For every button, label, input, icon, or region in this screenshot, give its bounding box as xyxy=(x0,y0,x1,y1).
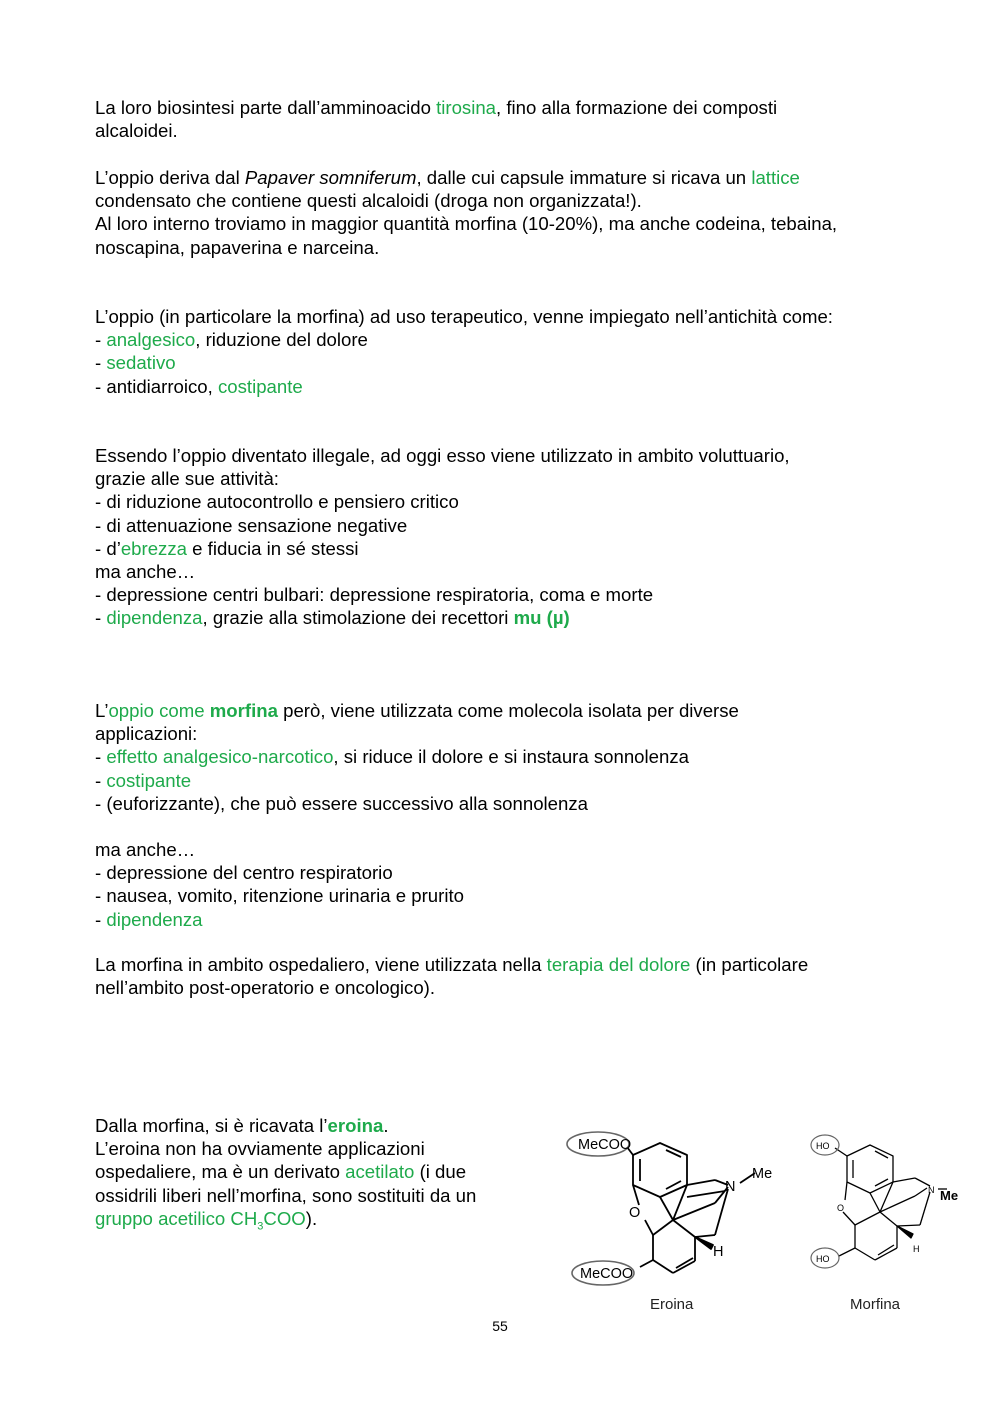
morfina-structure xyxy=(805,1130,965,1295)
term-effetto-analgesico: effetto analgesico-narcotico xyxy=(106,746,334,768)
eroina-me-label: Me xyxy=(752,1166,773,1182)
term-acetilato: acetilato xyxy=(345,1161,415,1183)
eroina-group-top: MeCOO xyxy=(578,1137,632,1153)
paragraph-uso-terapeutico: L’oppio (in particolare la morfina) ad uso terapeutico, venne impiegato nell’antichità come: - analgesico, riduzione del dolore - sedativo - antidiarroico, costipante xyxy=(95,306,833,397)
paragraph-uso-voluttuario: Essendo l’oppio diventato illegale, ad oggi esso viene utilizzato in ambito voluttuario, grazie alle sue attività: - di riduzione autocontrollo e pensiero critico - di attenuazione sensazione negative - d’ebrezza e fiducia in sé stessi ma anche… - depressione centri bulbari: depressione respiratoria, coma e morte - dipendenza, grazie alla stimolazione dei recettori mu (µ) xyxy=(95,445,790,629)
paragraph-biosintesi: La loro biosintesi parte dall’amminoacido tirosina, fino alla formazione dei composti alcaloidei. xyxy=(95,97,778,142)
eroina-structure xyxy=(565,1125,790,1295)
term-sedativo: sedativo xyxy=(106,352,176,374)
morfina-o-label: O xyxy=(837,1203,845,1213)
term-ebrezza: ebrezza xyxy=(120,537,187,559)
paragraph-ambito-ospedaliero: La morfina in ambito ospedaliero, viene utilizzata nella terapia del dolore (in particolare nell’ambito post-operatorio e oncologico). xyxy=(95,954,809,999)
term-terapia-dolore: terapia del dolore xyxy=(546,954,691,975)
morfina-caption: Morfina xyxy=(850,1296,901,1313)
term-dipendenza: dipendenza xyxy=(106,607,203,629)
paragraph-oppio-origine: L’oppio deriva dal Papaver somniferum, dalle cui capsule immature si ricava un lattice condensato che contiene questi alcaloidi (droga non organizzata!). Al loro interno troviamo in maggior quantità morfina (10-20%), ma anche codeina, tebaina, noscapina, papaverina e narceina. xyxy=(95,167,838,258)
term-costipante: costipante xyxy=(217,375,303,397)
term-gruppo-acetilico: gruppo acetilico $CH_3COO$ xyxy=(95,1207,306,1233)
term-mu: mu (µ) xyxy=(513,607,570,629)
term-dipendenza-2: dipendenza xyxy=(106,908,203,930)
term-papaver: Papaver somniferum xyxy=(244,167,417,188)
page-number: 55 xyxy=(492,1318,508,1334)
term-tirosina: tirosina xyxy=(436,97,497,118)
morfina-me-label: Me xyxy=(940,1188,959,1203)
term-lattice: lattice xyxy=(751,167,800,188)
eroina-caption: Eroina xyxy=(650,1296,694,1313)
paragraph-morfina-applicazioni: L’oppio come morfina però, viene utilizzata come molecola isolata per diverse applicazioni: - effetto analgesico-narcotico, si riduce il dolore e si instaura sonnolenza - costipante - (euforizzante), che può essere successivo alla sonnolenza xyxy=(95,700,739,814)
term-analgesico: analgesico xyxy=(106,329,196,351)
morfina-h-label: H xyxy=(913,1244,920,1254)
morfina-n-label: N xyxy=(928,1185,935,1195)
term-eroina: eroina xyxy=(327,1115,384,1136)
term-costipante-2: costipante xyxy=(106,769,192,791)
eroina-group-bottom: MeCOO xyxy=(580,1266,634,1282)
morfina-group-bottom: HO xyxy=(816,1254,830,1264)
eroina-n-label: N xyxy=(725,1179,736,1195)
paragraph-effetti-collaterali: ma anche… - depressione del centro respiratorio - nausea, vomito, ritenzione urinaria e prurito - dipendenza xyxy=(95,839,464,930)
eroina-h-label: H xyxy=(713,1244,724,1260)
morfina-group-top: HO xyxy=(816,1141,830,1151)
paragraph-eroina: Dalla morfina, si è ricavata l’eroina. L’eroina non ha ovviamente applicazioni ospedaliere, ma è un derivato acetilato (i due ossidrili liberi nell’morfina, sono sostituiti da un gruppo acetilico $CH_3COO$). xyxy=(95,1115,477,1233)
eroina-o-label: O xyxy=(629,1205,641,1221)
term-morfina: morfina xyxy=(209,700,278,721)
